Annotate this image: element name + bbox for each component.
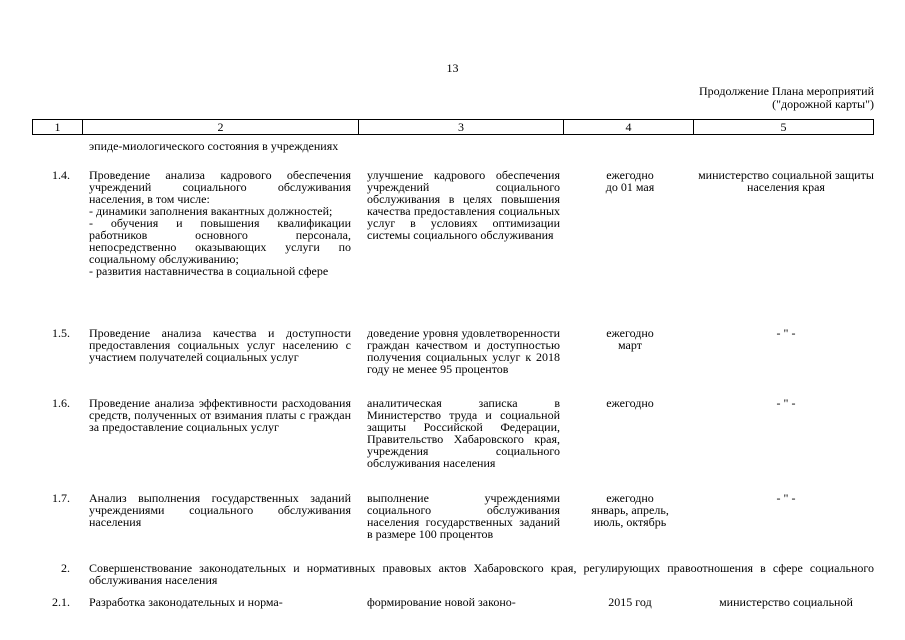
- deadline-line: ежегодно: [606, 326, 654, 340]
- deadline-line: март: [618, 338, 642, 352]
- row-responsible: министерство социальной: [719, 595, 853, 609]
- deadline-line: до 01 мая: [605, 180, 655, 194]
- row-number: 1.7.: [52, 491, 70, 505]
- row-deadline: [565, 596, 695, 608]
- row-description: Проведение анализа эффективности расходования средств, полученных от взимания платы с граждан за предоставление социальных услуг: [89, 396, 351, 434]
- row-number: 2.1.: [52, 595, 70, 609]
- deadline-line: ежегодно: [606, 168, 654, 182]
- row-responsible: - " -: [776, 326, 796, 340]
- bullet-item: - динамики заполнения вакантных должностей;: [89, 204, 333, 218]
- row-number: 1.5.: [52, 326, 70, 340]
- row-deadline: [565, 397, 695, 409]
- bullet-item: - обучения и повышения квалификации работников основного персонала, непосредственно оказывающих услуги по социальному обслуживанию;: [89, 216, 351, 266]
- header-col-4: 4: [564, 120, 694, 134]
- row-number: 1.6.: [52, 396, 70, 410]
- deadline-line: ежегодно: [606, 396, 654, 410]
- row-deadline: [565, 327, 695, 351]
- header-col-3: 3: [359, 120, 564, 134]
- deadline-line: июль, октябрь: [593, 515, 667, 529]
- row-0-description: эпиде-миологического состояния в учреждениях: [89, 139, 339, 153]
- deadline-line: январь, апрель,: [591, 503, 669, 517]
- row-number: 1.4.: [52, 168, 70, 182]
- row-result: формирование новой законо-: [367, 595, 516, 609]
- section-number: 2.: [61, 561, 70, 575]
- section-title: Совершенствование законодательных и нормативных правовых актов Хабаровского края, регулирующих правоотношения в сфере социального обслуживания населения: [89, 561, 874, 587]
- row-responsible: - " -: [776, 491, 796, 505]
- row-description: Разработка законодательных и норма-: [89, 595, 283, 609]
- deadline-line: 2015 год: [608, 595, 652, 609]
- page-number: 13: [446, 61, 459, 75]
- header-col-1: 1: [33, 120, 83, 134]
- row-responsible: - " -: [776, 396, 796, 410]
- row-deadline: [565, 492, 695, 528]
- bullet-item: - развития наставничества в социальной сфере: [89, 264, 329, 278]
- row-description: [89, 169, 351, 277]
- row-responsible: министерство социальной защиты населения края: [698, 168, 874, 194]
- table-header: [32, 119, 874, 135]
- row-result: доведение уровня удовлетворенности граждан качеством и доступностью получения социальных услуг к 2018 году не менее 95 процентов: [367, 326, 560, 376]
- row-description: Анализ выполнения государственных заданий учреждениями социального обслуживания населения: [89, 491, 351, 529]
- row-description-intro: Проведение анализа кадрового обеспечения учреждений социального обслуживания населения, в том числе:: [89, 168, 351, 206]
- row-result: улучшение кадрового обеспечения учреждений социального обслуживания в целях повышения качества предоставления социальных услуг в условиях оптимизации системы социального обслуживания: [367, 168, 560, 242]
- header-col-5: 5: [780, 120, 787, 134]
- row-description: Проведение анализа качества и доступности предоставления социальных услуг населению с участием получателей социальных услуг: [89, 326, 351, 364]
- continuation-note: [699, 85, 874, 111]
- deadline-line: ежегодно: [606, 491, 654, 505]
- continuation-line-1: Продолжение Плана мероприятий: [699, 84, 874, 98]
- row-deadline: [565, 169, 695, 193]
- header-col-2: 2: [83, 120, 359, 134]
- row-result: аналитическая записка в Министерство труда и социальной защиты Российской Федерации, Правительство Хабаровского края, учреждения социального обслуживания населения: [367, 396, 560, 470]
- row-result: выполнение учреждениями социального обслуживания населения государственных заданий в размере 100 процентов: [367, 491, 560, 541]
- continuation-line-2: ("дорожной карты"): [772, 97, 874, 111]
